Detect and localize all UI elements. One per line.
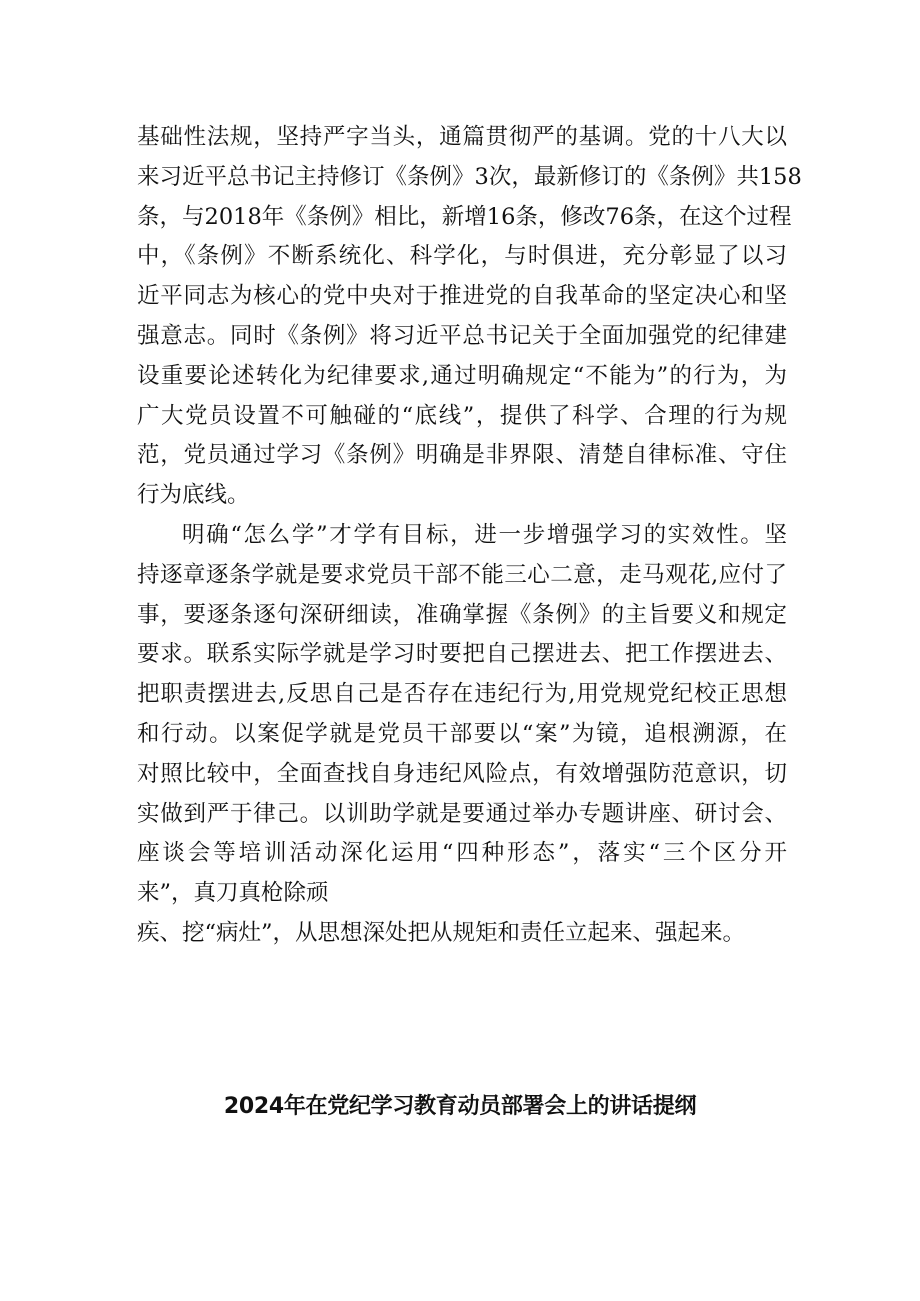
text-line: 条，与2018年《条例》相比，新增16条，修改76条，在这个过程 [137, 203, 792, 230]
text-line: 把职责摆进去,反思自己是否存在违纪行为,用党规党纪校正思想 [137, 681, 787, 708]
next-document-title: 2024年在党纪学习教育动员部署会上的讲话提纲 [223, 1094, 697, 1119]
text-line: 座谈会等培训活动深化运用“四种形态”，落实“三个区分开 [137, 840, 787, 867]
text-line: 事，要逐条逐句深研细读，准确掌握《条例》的主旨要义和规定 [137, 601, 787, 628]
text-line: 来习近平总书记主持修订《条例》3次，最新修订的《条例》共158 [137, 163, 802, 190]
paragraph-1 [137, 118, 802, 516]
text-line: 设重要论述转化为纪律要求,通过明确规定“不能为”的行为，为 [137, 362, 787, 389]
text-line: 和行动。以案促学就是党员干部要以“案”为镜，追根溯源，在 [137, 720, 787, 747]
text-line: 来”，真刀真枪除顽 [137, 880, 329, 907]
text-line: 广大党员设置不可触碰的“底线”，提供了科学、合理的行为规 [137, 402, 787, 429]
document-body [137, 118, 802, 954]
text-line: 行为底线。 [137, 482, 250, 509]
paragraph-2 [137, 516, 787, 954]
text-line: 基础性法规，坚持严字当头，通篇贯彻严的基调。党的十八大以 [137, 124, 787, 150]
text-line: 持逐章逐条学就是要求党员干部不能三心二意，走马观花,应付了 [137, 561, 787, 588]
text-line: 范，党员通过学习《条例》明确是非界限、清楚自律标准、守住 [137, 442, 787, 469]
text-line: 对照比较中，全面查找自身违纪风险点，有效增强防范意识，切 [137, 760, 787, 787]
text-line: 中，《条例》不断系统化、科学化，与时俱进，充分彰显了以习 [137, 243, 787, 270]
text-line: 实做到严于律己。以训助学就是要通过举办专题讲座、研讨会、 [137, 800, 787, 827]
text-line: 强意志。同时《条例》将习近平总书记关于全面加强党的纪律建 [137, 322, 787, 349]
text-line: 疾、挖“病灶”，从思想深处把从规矩和责任立起来、强起来。 [137, 919, 746, 946]
text-line: 近平同志为核心的党中央对于推进党的自我革命的坚定决心和坚 [137, 283, 787, 310]
text-line: 明确“怎么学”才学有目标，进一步增强学习的实效性。坚 [182, 521, 787, 548]
text-line: 要求。联系实际学就是学习时要把自己摆进去、把工作摆进去、 [137, 641, 787, 668]
